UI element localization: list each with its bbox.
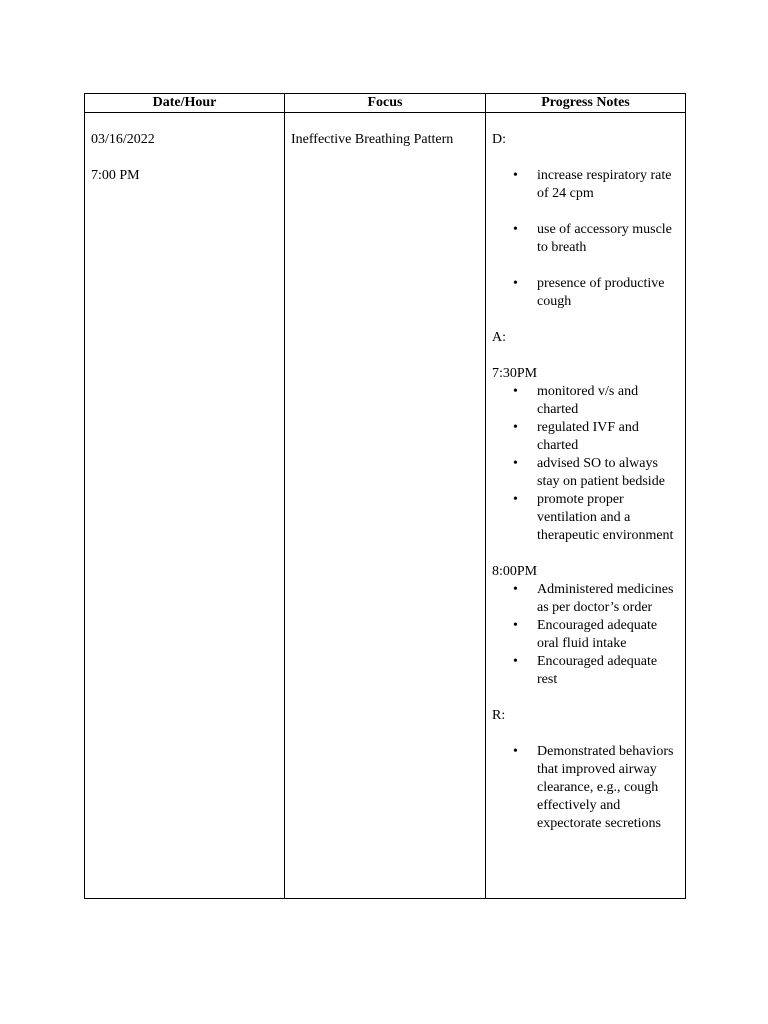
list-item: • advised SO to always stay on patient bedside [513,456,665,489]
list-item: • monitored v/s and charted [513,384,639,417]
date-hour-cell [85,113,285,899]
list-item: • Demonstrated behaviors that improved airway clearance, e.g., cough effectively and expectorate secretions [513,744,674,831]
list-item: • promote proper ventilation and a therapeutic environment [513,492,674,543]
action-list-1 [492,383,679,545]
progress-notes-table [84,93,686,899]
list-item: • use of accessory muscle to breath [513,222,672,255]
bullet-icon: • [513,222,518,237]
action-list-2 [492,581,679,689]
list-item: • Administered medicines as per doctor’s order [513,582,674,615]
bullet-icon: • [513,492,518,507]
list-item: • Encouraged adequate oral fluid intake [513,618,658,651]
list-item: • increase respiratory rate of 24 cpm [513,168,672,201]
data-list [492,167,679,311]
bullet-icon: • [513,168,518,183]
bullet-icon: • [513,420,518,435]
header-focus: Focus [285,94,486,113]
bullet-icon: • [513,582,518,597]
data-label: D: [492,132,506,147]
bullet-icon: • [513,744,518,759]
response-label: R: [492,708,506,723]
header-date-hour: Date/Hour [85,94,285,113]
response-list [492,743,679,833]
entry-time: 7:00 PM [91,168,140,183]
bullet-icon: • [513,276,518,291]
table-header-row [85,94,686,113]
action-label: A: [492,330,506,345]
list-item: • Encouraged adequate rest [513,654,658,687]
action-time-2: 8:00PM [492,564,538,579]
bullet-icon: • [513,618,518,633]
bullet-icon: • [513,456,518,471]
focus-text: Ineffective Breathing Pattern [291,132,454,147]
list-item: • regulated IVF and charted [513,420,639,453]
bullet-icon: • [513,654,518,669]
table-row [85,113,686,899]
action-time-1: 7:30PM [492,366,538,381]
list-item: • presence of productive cough [513,276,665,309]
header-progress-notes: Progress Notes [486,94,686,113]
bullet-icon: • [513,384,518,399]
entry-date: 03/16/2022 [91,132,155,147]
focus-cell [285,113,486,899]
progress-notes-cell [486,113,686,899]
